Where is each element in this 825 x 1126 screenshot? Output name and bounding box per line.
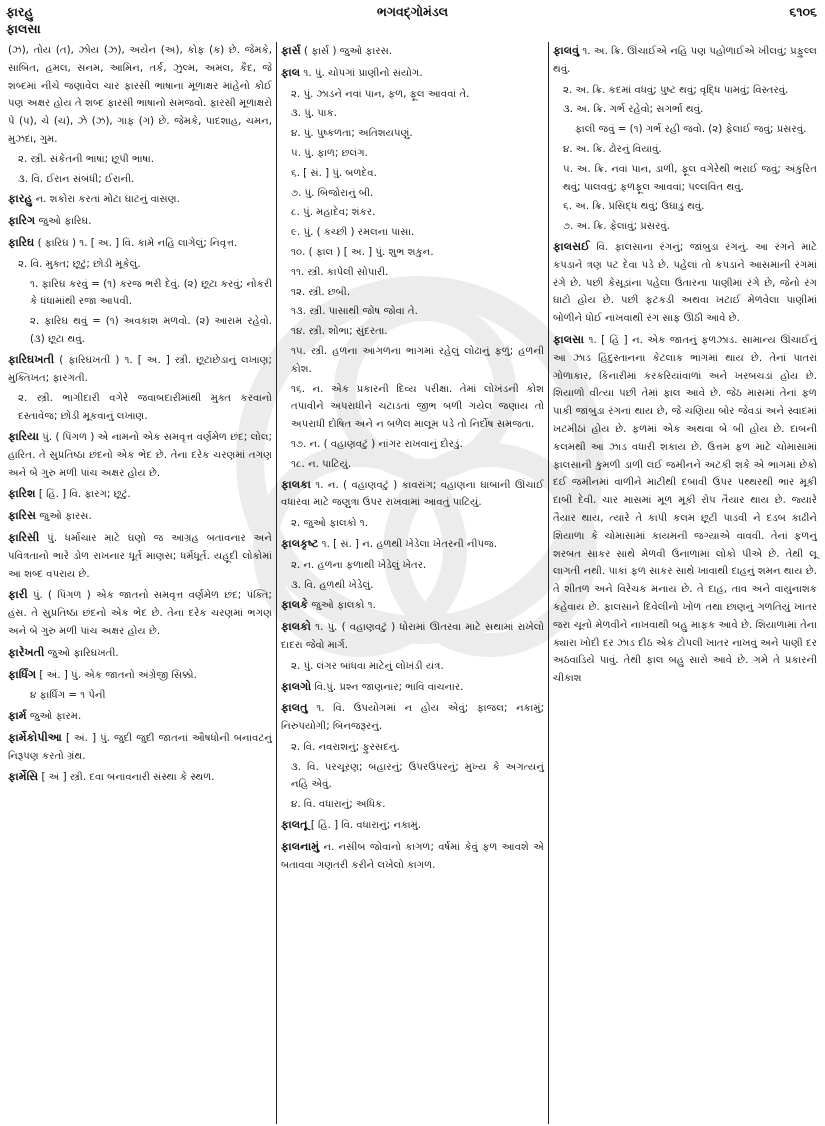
dictionary-entry [553, 42, 817, 79]
guide-word-first: ફારહુ [6, 4, 34, 19]
headword: ફાલકૃષ્ટ [281, 536, 319, 550]
sense-definition: ૨. પું. લંગર બાંધવા માટેનું લોખંડી યંત્ર. [291, 660, 444, 672]
dictionary-entry [281, 535, 544, 554]
headword: ફારિસ [8, 509, 37, 523]
definition-text: ન. નસીબ જોવાનો કાગળ; વર્ષમાં કેવું ફળ આવશે એ બતાવવા ગણતરી કરીને લખેલો કાગળ. [281, 841, 544, 871]
sense-definition: ૨. ન. હળના ફળાથી ખેડેલું ખેતર. [291, 559, 427, 571]
dictionary-entry [8, 190, 272, 209]
definition-text: [ અં. ] પું. એક જાતનો અંગ્રેજી સિક્કો. [36, 669, 197, 681]
column-2 [276, 42, 548, 1124]
definition-text: ૧. પું. ચોપગાં પ્રાણીનો સંયોગ. [300, 67, 423, 79]
definition-text: [ હિં. ] વિ. વધારાનું; નકામું. [307, 820, 422, 832]
headword: ફાલતુ [281, 701, 308, 715]
definition-text: ન. શકોરા કરતાં મોટા ઘાટનું વાસણ. [32, 194, 180, 206]
definition-text: ૧. ન. ( વહાણવટું ) કાવરાંગ; વહાણના ઘાબાની ઊંચાઈ વધારવા માટે જણુત્રા ઉપર રાખવામાં આવતું પાટિયું. [281, 479, 544, 509]
sense-definition: ૧૪. સ્ત્રી. શોભા; સુંદરતા. [291, 326, 388, 338]
headword: ફારિયા [8, 429, 39, 443]
sense-definition: ૭. પું. બિજોરાનું બી. [291, 187, 374, 199]
headword: ફારહુ [8, 192, 33, 206]
dictionary-entry [8, 586, 272, 640]
sense-definition: ફાલી જવું = (૧) ગર્ભ રહી જવો. (૨) ફેલાઈ જવું; પ્રસરવું. [575, 124, 807, 136]
sense-definition: ૨. સ્ત્રી. સંકેતની ભાષા; છૂપી ભાષા. [18, 153, 155, 165]
sense-definition: ૩. અ. ક્રિ. ગર્ભ રહેવો; સગર્ભા થવું. [563, 104, 704, 116]
sense-definition: ૩. વિ. હળથી ખેડેલું. [291, 579, 374, 591]
sense-definition: ૩. વિ. ઈરાન સંબંધી; ઈરાની. [18, 173, 135, 185]
dictionary-columns [4, 42, 821, 1124]
sense-definition: ૨. વિ. મુક્ત; છૂટું; છોડી મૂકેલું. [18, 258, 141, 270]
sense-definition: ૪ ફાર્ધિંગ = ૧ પેની [30, 690, 106, 702]
dictionary-entry [281, 699, 544, 736]
dictionary-entry [281, 838, 544, 875]
sense-definition: ૧૭. ન. ( વહાણવટું ) નાંગર રાખવાનું દોરડું. [291, 438, 463, 450]
definition-text: પું. ( પિંગળ ) એ નામનો એક સમવૃત્ત વર્ણમેળ છંદ; લોલ; હારિત. તે સુપ્રતિષ્ઠા છંદનો એક ભેદ છે. તેના દરેક ચરણમાં તગણ અને બે ગુરુ મળી પાંચ અક્ષર હોય છે. [8, 431, 272, 479]
sense-definition: ૨. સ્ત્રી. ભાગીદારી વગેરે જવાબદારીમાંથી મુક્ત કરવાનો દસ્તાવેજ; છોડી મૂકવાનું લખાણ. [18, 393, 272, 423]
headword: ફારિગ [8, 214, 36, 228]
definition-text: ( ફારિઘખતી ) ૧. [ અ. ] સ્ત્રી. છૂટાછેડાનું લખાણ; મુક્તિખત; ફારગતી. [8, 354, 272, 384]
definition-text: ૧. [ હિં ] ન. એક જાતનું ફળઝાડ. સામાન્ય ઊંચાઈનું આ ઝાડ હિંદુસ્તાનના કેટલાક ભાગમાં થાય છે. તેનાં પાતરાં ગોળાકાર, કિનારીમાં કરકરિયાંવાળાં અને ખરબચડાં હોય છે. શિયાળો વીત્યા પછી તેમાં ફાલ આવે છે. જેઠ માસમાં તેનાં ફળ પાકી જાંબુડા રંગનાં થાય છે, જે ચણિયા બોર જેવડાં અને સ્વાદમાં ખટમીઠાં હોય છે. ફળમાં એક અથવા બે બી હોય છે. દાબની કલમથી આ ઝાડ વધારી શકાય છે. ઉત્તમ ફળ માટે ચોમાસામાં ફાલસાની કુમળી ડાળી લઈ જમીનને અટકી શકે એ ભાગમાં છેકો દઈ જમીનમાં વાળીને માટીથી દબાવી ઉપર પથ્થરથી ભાર મૂકી દાબી દેવી. ચાર માસમાં મૂળ મૂકી રોપ તૈયાર થાય છે. જ્યારે તૈયાર થાય, ત્યારે તે કાપી કલમ છૂટી પાડવી ને દડબ કાઢીને શિયાળા કે ચોમાસામાં કાયમની જગ્યાએ વાવવી. તેનાં ફળનું શરબત સાકર સાથે મેળવી ઉનાળામાં લોકો પીએ છે. તેથી લૂ લાગતી નથી. પાકાં ફળ સાકર સાથે ખાવાથી દાહનું શમન થાય છે. તે શીતળ અને વિરેચક મનાય છે. તે દાહ, તાવ અને વાયુનાશક કહેવાય છે. ફાલસાને દિવેલીનો ખોળ તથા છાણનું ગળતિયું ખાતર જરા ચૂનો મેળવીને નાખવાથી બહુ માફક આવે છે. શિયાળામાં તેના ક્યારા ખોદી દર ઝાડ દીઠ એક ટોપલી ખાતર નાખવું અને પાણી દર અઠવાડિયે પાવું. તેથી ફાલ બહુ સારો આવે છે. ગમે તે પ્રકારની ચીકાશ [553, 334, 817, 685]
definition-text: વિ.પું. પ્રશ્ન જાણનાર; ભાવિ વાંચનાર. [311, 681, 464, 693]
definition-text: જુઓ ફારિઘ. [35, 216, 92, 228]
headword: ફાલકા [281, 477, 311, 491]
headword: ફારિસી [8, 530, 40, 544]
dictionary-entry [8, 428, 272, 482]
sense-definition: ૧૫. સ્ત્રી. હળના આગળના ભાગમાં રહેલું લોઢાનું ફળું; હળની કોશ. [291, 345, 544, 375]
headword: ફાલગો [281, 679, 312, 693]
dictionary-entry [281, 816, 544, 835]
headword: ફારિઘ [8, 235, 35, 249]
definition-text: ૧. અ. ક્રિ. ઊંચાઈએ નહિ પણ પહોળાઈએ ખીલવું; પ્રફુલ્લ થવું. [553, 46, 817, 75]
sense-definition: ૧૦. ( ફાલ ) [ અ. ] પું. શુભ શકુન. [291, 246, 434, 258]
definition-text: [ હિં. ] વિ. ફારગ; છૂટું. [35, 489, 131, 501]
headword: ફાલસઈ [553, 239, 590, 253]
sense-definition: ૯. પું. ( કચ્છી ) રમલના પાસા. [291, 227, 415, 239]
sense-definition: ૮. પું. મહાદેવ; શંકર. [291, 207, 376, 219]
definition-text: જુઓ ફારમ. [26, 711, 82, 723]
running-title: ભગવદ્ગોમંડલ [376, 4, 449, 19]
column-1 [4, 42, 276, 1124]
page-number: ૬૧૦૬ [789, 4, 817, 19]
headword: ફારિઘખતી [8, 352, 55, 366]
definition-text: ( ફાર્સ ) જુઓ ફારસ. [300, 46, 393, 57]
headword: ફાલ [281, 65, 301, 79]
headword: ફાલસા [553, 332, 584, 346]
definition-text: જુઓ ફાલકો ૧. [308, 600, 376, 612]
headword: ફાલનામું [281, 839, 320, 853]
dictionary-entry [8, 707, 272, 726]
definition-text: ૧. પું. ( વહાણવટું ) ધોરામાં ઊતરવા માટે સથામાં રાખેલો દાદરા જેવો માર્ગ. [281, 622, 544, 651]
column-3 [548, 42, 821, 1124]
sense-definition: ૧૩. સ્ત્રી. પાસાથી જોષ જોવા તે. [291, 306, 418, 318]
page-header [6, 4, 819, 40]
sense-definition: ૧૧. સ્ત્રી. કાપેલી સોપારી. [291, 266, 389, 278]
sense-definition: ૩. વિ. પરચૂરણ; બહારનું; ઉપરઉપરનું; મુખ્ય કે અગત્યનું નહિ એવું. [291, 761, 544, 791]
dictionary-entry [281, 618, 544, 655]
definition-text: જુઓ ફારિઘખતી. [44, 647, 119, 659]
headword: ફાર્સ [281, 44, 301, 57]
dictionary-entry [553, 238, 817, 328]
dictionary-entry [8, 212, 272, 231]
dictionary-entry [8, 729, 272, 766]
headword: ફાલવું [553, 44, 580, 57]
sense-definition: ૭. અ. ક્રિ. ફેલાવું; પ્રસરવું. [563, 221, 670, 233]
dictionary-entry [281, 64, 544, 83]
continued-text: (ઝ), તોય (ત), ઝોય (ઝ), અયેન (અ), કોફ (ક) છે. જેમકે, સાબિત, હમલ, સનમ, આમિન, તર્ક, ઝુલ્મ, અમલ, કૈદ, જે શબ્દમાં નીચે જણાવેલ ચાર ફારસી ભાષાના મૂળાક્ષર માંહેનો કોઈ પણ અક્ષર હોય તે શબ્દ ફારસી ભાષાનો સમજવો. ફારસી મૂળાક્ષરો પે (પ), ચે (ચ), ઝે (ઝ), ગાફ (ગ) છે. જેમકે, પાદશાહ, ચમન, મુઝદા, ગુમ. [8, 45, 272, 145]
headword: ફાર્મ [8, 709, 27, 723]
headword: ફાલકે [281, 598, 309, 612]
dictionary-entry [8, 666, 272, 685]
guide-word-last: ફાલસા [6, 21, 41, 36]
sense-definition: ૧૮. ન. પાટિયું. [291, 458, 352, 470]
headword: ફાલતૂ [281, 818, 308, 832]
dictionary-entry [8, 351, 272, 388]
definition-text: [ અં. ] પું. જુદી જુદી જાતનાં ઔષધોની બનાવટનું નિરૂપણ કરતો ગ્રંથ. [8, 732, 272, 762]
headword: ફારિશ [8, 487, 36, 501]
headword: ફારી [8, 588, 28, 602]
sense-definition: ૨. ફારિઘ થવું = (૧) અવકાશ મળવો. (૨) આરામ રહેવો. (૩) છૂટા થવું. [30, 316, 272, 345]
headword: ફાલકો [281, 620, 311, 634]
definition-text: પું. ( પિંગળ ) એક જાતનો સમવૃત્ત વર્ણમેળ છંદ; પંક્તિ; હંસ. તે સુપ્રતિષ્ઠા છંદનો એક ભેદ છે. તેના દરેક ચરણમાં ભગણ અને બે ગુરુ મળી પાંચ અક્ષર હોય છે. [8, 590, 272, 637]
headword: ફાર્ધિંગ [8, 667, 37, 681]
sense-definition: ૬. અ. ક્રિ. પ્રસિદ્ધ થવું; ઉઘાડું થવું. [563, 201, 705, 213]
definition-text: વિ. ફાલસાના રંગનું; જાંબુડા રંગનું. આ રંગને માટે કપડાને ત્રણ પટ દેવા પડે છે. પહેલાં તો કપડાને આસમાની રંગમાં રંગે છે. પછી કેસૂડાંના પહેલા ઉતારના પાણીમાં રંગે છે, જેનો રંગ ઘાટો હોય છે. પછી ફટકડી અથવા ખટાઈ મેળવેલા પાણીમાં બોળીને ધોઈ નાખવાથી રંગ સાફ ઊઠી આવે છે. [553, 241, 817, 325]
dictionary-entry [8, 768, 272, 787]
sense-definition: ૪. અ. ક્રિ. ઢોરનું વિયાવું. [563, 143, 662, 155]
definition-text: ૧. વિ. ઉપયોગમાં ન હોય એવું; ફાજલ; નકામું; નિરુપયોગી; બિનજરૂરનું. [281, 703, 544, 733]
sense-definition: ૩. પું. પાક. [291, 108, 337, 120]
headword: ફારેખતી [8, 645, 45, 659]
sense-definition: ૪. પું. પુષ્કળતા; અતિશયપણું. [291, 128, 413, 140]
definition-text: ૧. [ સં. ] ન. હળથી ખેડેલા ખેતરની નીપજ. [318, 538, 498, 550]
dictionary-entry [8, 644, 272, 663]
dictionary-entry [281, 42, 544, 61]
sense-definition: ૫. પું. ફાળ; છલંગ. [291, 147, 368, 159]
dictionary-entry [8, 485, 272, 504]
sense-definition: ૧૬. ન. એક પ્રકારની દિવ્ય પરીક્ષા. તેમાં લોખંડની કોશ તપાવીને અપરાધીને ચટાડતાં જીભ બળી ગયેલ જણાય તો અપરાધી દોષિત અને ન બળેલ માલૂમ પડે તો નિર્દોષ સમજતા. [291, 383, 544, 431]
sense-definition: ૫. અ. ક્રિ. નવાં પાન, ડાળી, ફૂલ વગેરેથી ભરાઈ જવું; અંકુરિત થવું; પાલવવું; ફળફૂલ આવવાં; પલ્લવિત થવું. [563, 163, 817, 193]
definition-text: જુઓ ફારસ. [36, 511, 92, 523]
definition-text: [ અં ] સ્ત્રી. દવા બનાવનારી સંસ્થા કે સ્થળ. [38, 772, 215, 784]
sense-definition: ૧. ફારિઘ કરવું = (૧) કરજ ભરી દેવું. (૨) છૂટા કરવું; નોકરી કે ધંધામાંથી રજા આપવી. [30, 278, 272, 308]
dictionary-entry [8, 529, 272, 583]
sense-definition: ૬. [ સં. ] પું. બળદેવ. [291, 167, 377, 179]
sense-definition: ૨. જુઓ ફાલકો ૧. [291, 518, 368, 530]
dictionary-entry [8, 507, 272, 526]
sense-definition: ૨. વિ. નવરાશનું; ફુરસદનું. [291, 741, 400, 753]
dictionary-entry [281, 596, 544, 615]
sense-definition: ૨. પું. ઝાડને નવાં પાન, ફળ, ફૂલ આવવાં તે. [291, 88, 470, 100]
headword: ફાર્મેકોપીઆ [8, 730, 63, 744]
dictionary-entry [281, 476, 544, 513]
dictionary-entry [8, 234, 272, 253]
sense-definition: ૪. વિ. વધારાનું; અધિક. [291, 799, 386, 811]
dictionary-entry [281, 678, 544, 697]
sense-definition: ૧૨. સ્ત્રી. છબી. [291, 286, 351, 298]
dictionary-entry [553, 331, 817, 688]
headword: ફાર્મેસિ [8, 770, 39, 784]
definition-text: ( ફારિઘ ) ૧. [ અ. ] વિ. કામે નહિ લાગેલું; નિવૃત્ત. [34, 237, 238, 249]
definition-text: પું. ધર્માચાર માટે ઘણો જ આગ્રહ બતાવનાર અને પવિત્રતાનો ભારે ડોળ રાખનાર ધૂર્ત માણસ; ધર્મધૂર્ત. યહૂદી લોકોમાં આ શબ્દ વપરાય છે. [8, 532, 272, 580]
sense-definition: ૨. અ. ક્રિ. કદમાં વધવું; પુષ્ટ થવું; વૃદ્ધિ પામવું; વિસ્તરવું. [563, 84, 789, 96]
